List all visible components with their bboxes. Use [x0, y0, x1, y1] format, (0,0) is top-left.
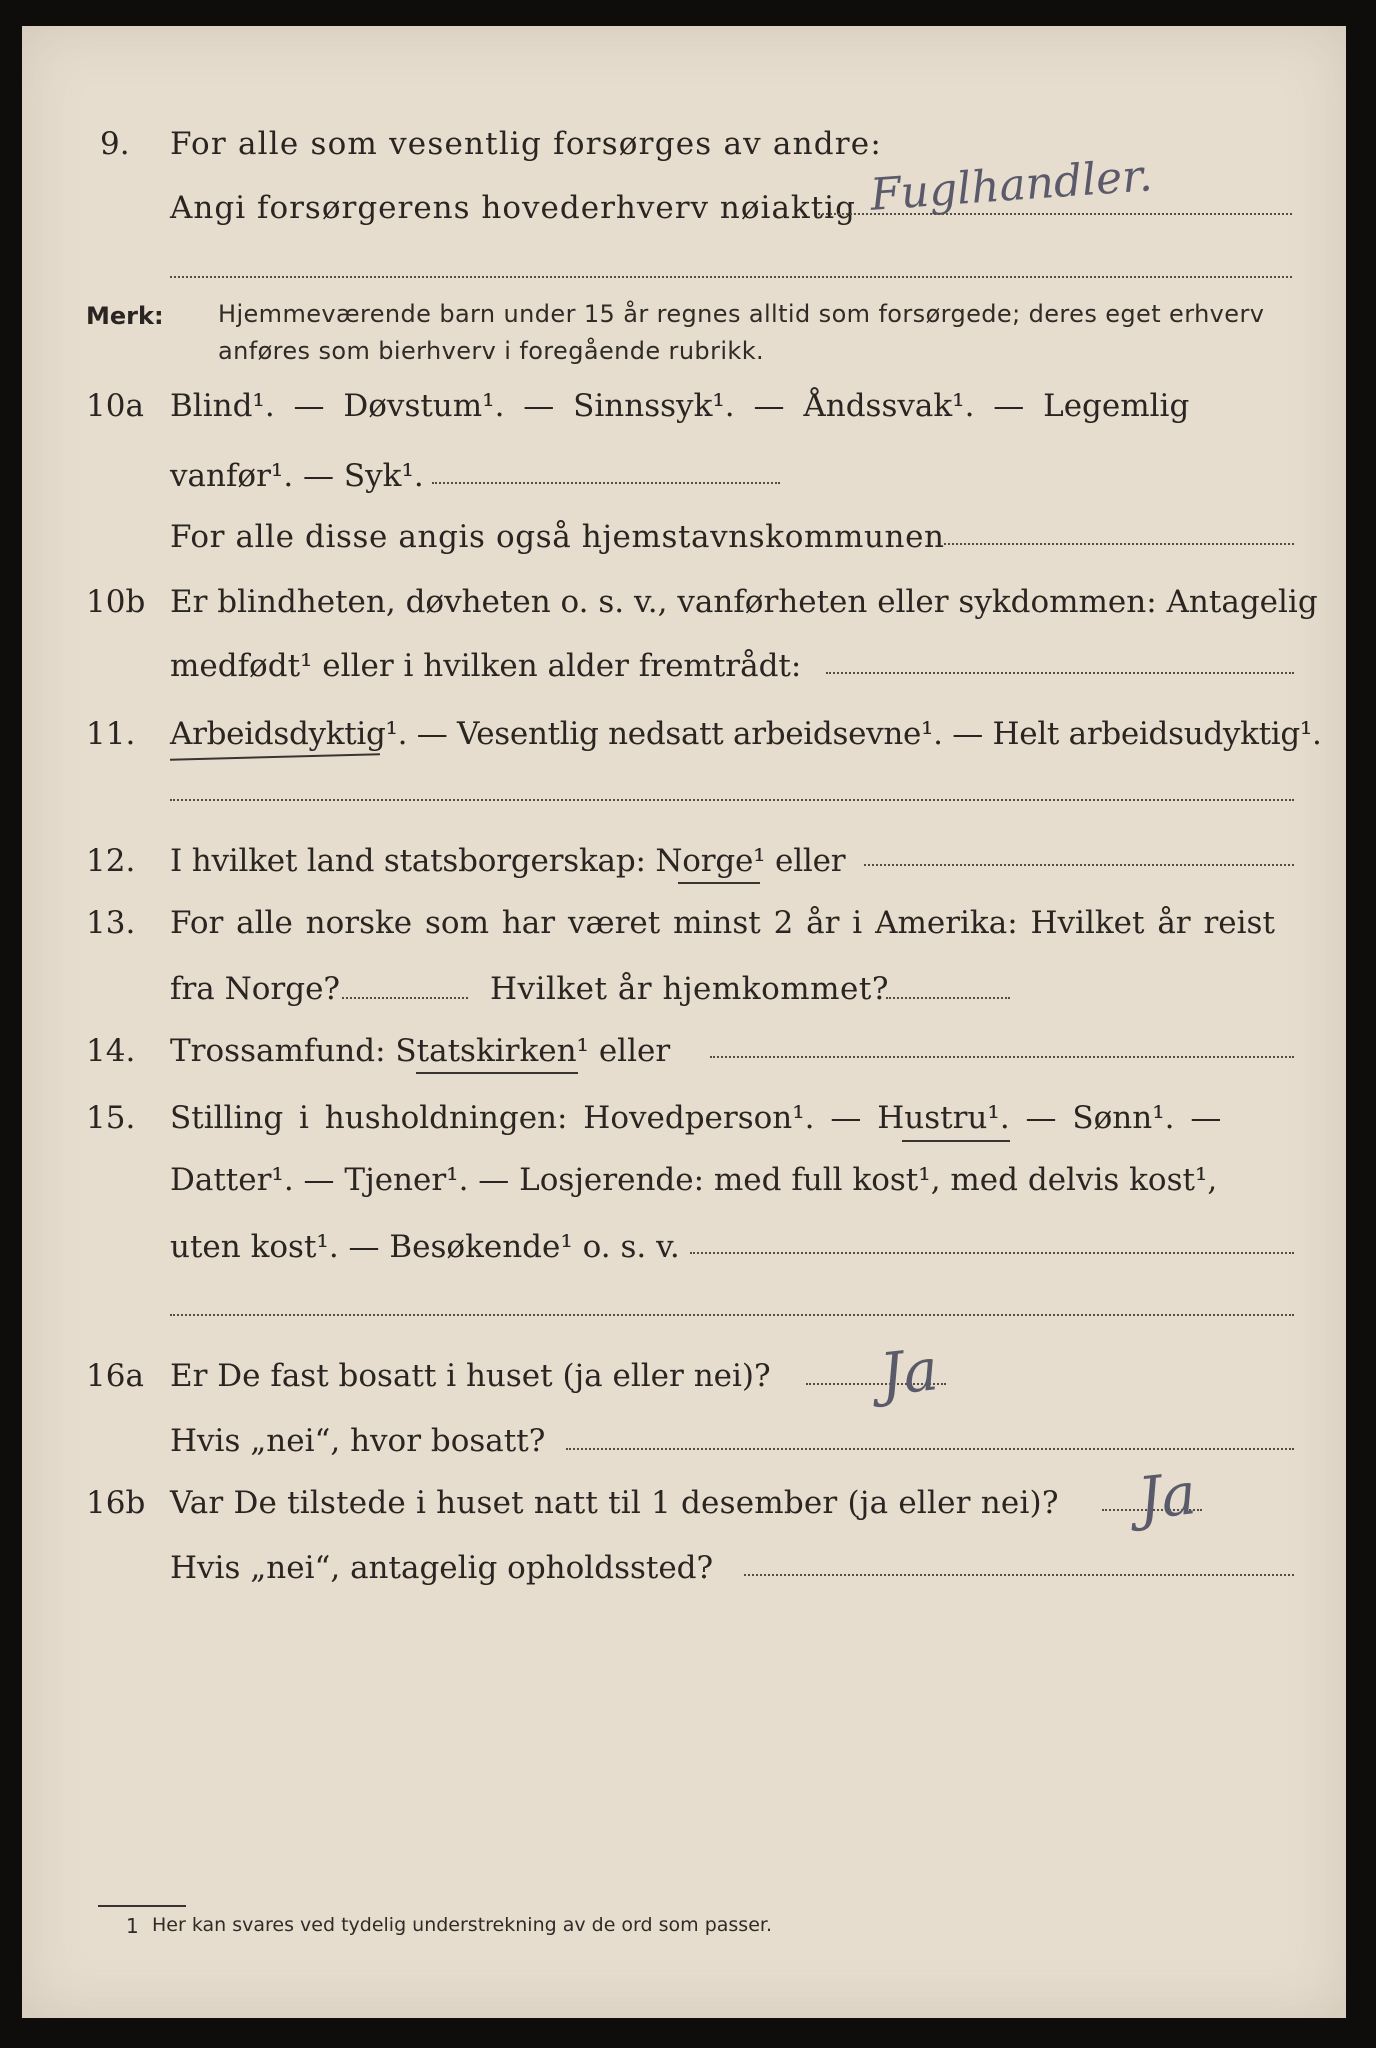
- q12-underline-norge: [678, 882, 760, 884]
- q9-handwritten-answer: Fuglhandler.: [868, 150, 1154, 221]
- q11-number: 11.: [86, 716, 136, 752]
- q16a-handwritten-answer: Ja: [876, 1335, 942, 1409]
- q11-answer-line: [170, 799, 1294, 801]
- q10a-line3: For alle disse angis også hjemstavnskommunen: [170, 519, 945, 555]
- q15-extra-answer-line: [170, 1314, 1294, 1316]
- q15-line3: uten kost¹. — Besøkende¹ o. s. v.: [170, 1229, 680, 1265]
- q13-departure-line: [342, 997, 468, 999]
- footnote-rule: [98, 1905, 186, 1907]
- q16a-line1: Er De fast bosatt i huset (ja eller nei)?: [170, 1358, 771, 1394]
- q15-line2: Datter¹. — Tjener¹. — Losjerende: med full kost¹, med delvis kost¹,: [170, 1162, 1218, 1198]
- merk-label: Merk:: [86, 302, 164, 330]
- q9-line2: Angi forsørgerens hovederhverv nøiaktig: [170, 190, 856, 226]
- q14-number: 14.: [86, 1033, 136, 1069]
- q10a-line1: Blind¹. — Døvstum¹. — Sinnssyk¹. — Åndssvak¹. — Legemlig: [170, 388, 1190, 424]
- q10a-hometown-line: [944, 543, 1294, 545]
- q12-number: 12.: [86, 843, 136, 879]
- q14-underline-statskirken: [416, 1072, 578, 1074]
- q10b-number: 10b: [86, 584, 146, 620]
- footnote-mark: 1: [126, 1914, 139, 1938]
- merk-line2: anføres som bierhverv i foregående rubrikk.: [218, 337, 765, 365]
- q10b-line1: Er blindheten, døvheten o. s. v., vanførheten eller sykdommen: Antagelig: [170, 584, 1318, 620]
- q16b-line2: Hvis „nei“, antagelig opholdssted?: [170, 1550, 714, 1586]
- q14-answer-line: [710, 1056, 1294, 1058]
- q12-line1: I hvilket land statsborgerskap: Norge¹ eller: [170, 843, 846, 879]
- q16b-location-line: [744, 1574, 1294, 1576]
- q9-extra-answer-line: [170, 276, 1292, 278]
- footnote-text: Her kan svares ved tydelig understrekning av de ord som passer.: [152, 1914, 772, 1936]
- q10b-answer-line: [826, 672, 1294, 674]
- q10a-line2: vanfør¹. — Syk¹.: [170, 458, 424, 494]
- q12-answer-line: [864, 864, 1294, 866]
- q13-line2a: fra Norge?: [170, 971, 341, 1007]
- q16b-line1: Var De tilstede i huset natt til 1 desember (ja eller nei)?: [170, 1485, 1059, 1521]
- q14-line1: Trossamfund: Statskirken¹ eller: [170, 1033, 671, 1069]
- q15-line1: Stilling i husholdningen: Hovedperson¹. — Hustru¹. — Sønn¹. —: [170, 1100, 1222, 1136]
- q10a-answer-line: [432, 482, 780, 484]
- q11-line1: Arbeidsdyktig¹. — Vesentlig nedsatt arbeidsevne¹. — Helt arbeidsudyktig¹.: [170, 716, 1322, 752]
- q9-line1: For alle som vesentlig forsørges av andre:: [170, 126, 882, 162]
- q9-answer-line: [818, 213, 1292, 215]
- q9-number: 9.: [100, 126, 130, 162]
- q15-underline-hustru: [902, 1140, 1010, 1142]
- q13-line2b: Hvilket år hjemkommet?: [490, 971, 889, 1007]
- q13-return-line: [886, 997, 1010, 999]
- q16a-residence-line: [566, 1448, 1294, 1450]
- q13-line1: For alle norske som har været minst 2 år i Amerika: Hvilket år reist: [170, 905, 1275, 941]
- merk-line1: Hjemmeværende barn under 15 år regnes alltid som forsørgede; deres eget erhverv: [218, 300, 1265, 328]
- q15-number: 15.: [86, 1100, 136, 1136]
- q16a-line2: Hvis „nei“, hvor bosatt?: [170, 1423, 546, 1459]
- q16a-number: 16a: [86, 1358, 144, 1394]
- q16b-handwritten-answer: Ja: [1134, 1459, 1200, 1533]
- q16b-number: 16b: [86, 1485, 146, 1521]
- q13-number: 13.: [86, 905, 136, 941]
- q10b-line2: medfødt¹ eller i hvilken alder fremtrådt:: [170, 648, 802, 684]
- q15-answer-line: [690, 1252, 1294, 1254]
- q10a-number: 10a: [86, 388, 144, 424]
